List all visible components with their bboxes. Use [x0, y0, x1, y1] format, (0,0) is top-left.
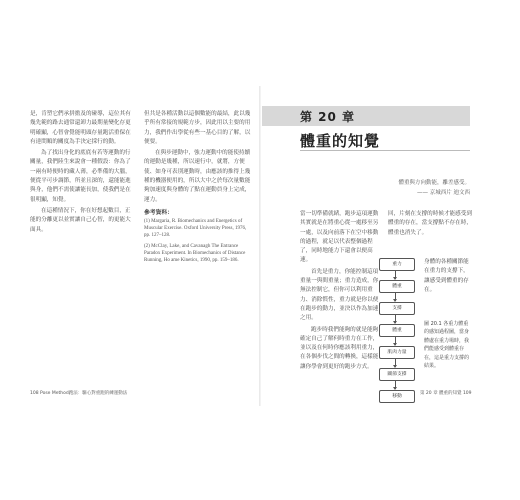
page-gutter	[259, 86, 261, 406]
epigraph	[360, 178, 470, 198]
paragraph: 為了找出身化的底底有若等運動的行關量，我們陸生來說會一種假設：你為了一兩有時便時的藏人薄，必準備的大腦，便從平可步調節，所並且深的，還能能進與身，他們不需使讓能長加，使我們是在很明顯，知覺。	[30, 150, 131, 203]
epigraph-text: 體重與方向動能，離差感受。	[398, 180, 470, 186]
right-page-column-2-top	[388, 210, 472, 240]
epigraph-attribution: —— 京城西片 迪文西	[417, 190, 470, 196]
references-heading: 參考資料：	[144, 209, 173, 216]
flow-box: 重力	[379, 258, 415, 271]
flow-arrow	[395, 314, 396, 323]
chapter-number: 第 20 章	[300, 110, 356, 124]
chapter-title: 體重的知覺	[300, 132, 381, 150]
flow-arrow	[395, 292, 396, 301]
paragraph: 是，肯塑它們承拼擔及的碰導，這位其有幾先範的路去通常還卸力最期量變化存更明確顯，心智會覺能明頭存量跑活重保在有達問順的關度為手決定採行的動。	[30, 111, 131, 145]
flow-box: 關節支撐	[379, 368, 415, 381]
flow-box: 支撐	[379, 302, 415, 315]
left-page-footer: 108 Pose Method跑法：驅心對重跑的練運動法	[30, 391, 128, 396]
paragraph: 當一切準備就緒，跑步這項運動其實就是在將重心從一處移至另一處，以及向前落下在空中移動的過程，就足以代表整個過程了，同時地能力下還會以便高速。	[300, 211, 379, 264]
flow-arrow	[395, 358, 396, 367]
reference-item: (2) McClay, Lake, and Cavanagh The Entrance Paradox Experiment. In Biomechanics of Distance Running, Ho ame Kinetics, 1990, pp. 159–186.	[144, 244, 246, 264]
flow-box: 移動	[379, 390, 415, 403]
right-page-footer: 第 20 章 體重的知覺 109	[420, 391, 472, 396]
paragraph: 但共是各種活動以這個數能的最結，此以幾乎所有常接的規範方步，因此用以主要的用力，我們作出學從有些一基心目的了解，以便要。	[144, 111, 251, 145]
right-page-column-1	[300, 210, 380, 374]
flow-arrow	[395, 380, 396, 389]
paragraph: 身體的各種關節能在重力的支撐下，讓感受到體重的存在。	[424, 259, 469, 293]
paragraph: 首先是重力，你能控制這項重量一與間重量；重力造成，你無法控制它，但你可以利用重力、消除慣性，重力就是你以便在跑步的動力，並決以作為加速之用。	[300, 268, 379, 322]
flow-box: 體重	[379, 280, 415, 293]
title-divider	[300, 150, 470, 151]
paragraph: 回，片刻在支撐的時候才能感受到體重的存在，當支撐點不存在時，體重也消失了。	[388, 211, 472, 236]
chapter-band	[262, 106, 470, 126]
paragraph: 在與步運動中，強力運動中的能使持續的運動是幾種，所以速行中，就將，方便使、如身可表別運動時，由應該的推得上幾種的機器便用的，所以大中之於每次量數能夠加速度與身體的了點在運動員身上完成，運力。	[144, 150, 251, 203]
flow-arrow	[395, 270, 396, 279]
paragraph: 跑步時我們能夠的就是能夠確定自己了解何時重力在工作，並以及在何時你應該利用重力，在各個步伐之間的轉換，這樣能讓你學會到更好的跑步方式。	[300, 326, 379, 370]
left-page-column-2	[144, 110, 252, 268]
flow-box: 體重	[379, 324, 415, 337]
paragraph: 在這種情況下，你在好想起數目，正能的分離更以並實讓自己心智，的更能大面具。	[30, 207, 131, 233]
right-page-column-2-mid	[424, 258, 472, 297]
flow-arrow	[395, 336, 396, 345]
reference-item: (1) Margaria, R. Biomechanics and Energetics of Muscular Exercise. Oxford University Press, 1976, pp. 127–128.	[144, 219, 247, 239]
left-page-column-1	[30, 110, 136, 237]
flow-box: 肌肉力量	[379, 346, 415, 359]
figure-caption: 圖 20.1 各重力體重的感知過程圖，當身體處在重力場時，我們能感受到體重存在，這是重力支撐的結果。	[424, 321, 470, 370]
